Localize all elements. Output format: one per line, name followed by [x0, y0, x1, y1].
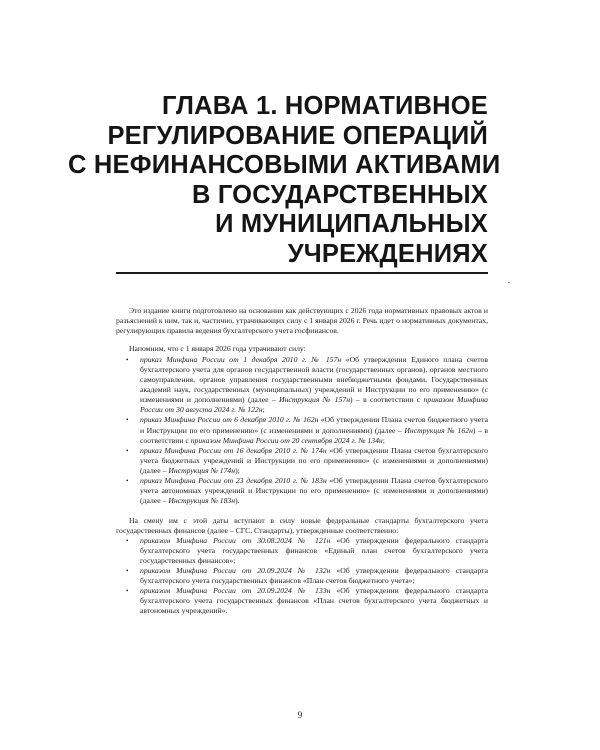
- scan-speck: [508, 282, 510, 283]
- document-reference: приказ Минфина России от 23 декабря 2010 г. № 183н: [140, 475, 327, 485]
- list-item: [126, 566, 488, 586]
- title-line: УЧРЕЖДЕНИЯХ: [287, 239, 488, 268]
- document-reference: Инструкция № 162н: [404, 425, 473, 435]
- document-reference: Инструкция № 183н: [168, 495, 236, 505]
- item-text: ).: [235, 495, 240, 505]
- document-reference: приказом Минфина России от 30.08.2024 № 121н: [140, 535, 331, 545]
- title-line: ГЛАВА 1. НОРМАТИВНОЕ: [161, 92, 488, 120]
- document-reference: Инструкция № 157н: [279, 395, 351, 405]
- document-reference: приказ Минфина России от 16 декабря 2010 г. № 174н: [140, 445, 327, 455]
- item-text: ) – в соответствии с: [350, 395, 424, 405]
- page-number: 9: [297, 710, 303, 720]
- title-divider: [116, 272, 488, 274]
- title-line: В ГОСУДАРСТВЕННЫХ: [191, 180, 488, 209]
- document-reference: приказом Минфина России от 30 августа 2024 г. № 122н: [140, 395, 489, 415]
- lost-force-intro: Напомним, что с 1 января 2026 года утрачивают силу:: [129, 344, 306, 354]
- new-standards-list: [116, 536, 488, 616]
- lost-force-list: [116, 355, 488, 506]
- bullet-icon: •: [126, 446, 129, 455]
- title-line: И МУНИЦИПАЛЬНЫХ: [215, 210, 488, 238]
- title-line: С НЕФИНАНСОВЫМИ АКТИВАМИ: [68, 151, 501, 179]
- item-text: «Об утверждении федерального стандарта бухгалтерского учета государственных финансов «Единый план счетов бухгалтерского учета государственных финансов»;: [140, 535, 488, 566]
- item-text: «Об утверждении Плана счетов бюджетного учета и Инструкции по его применению» (с изменениями и дополнениями) (далее –: [140, 415, 488, 435]
- list-item: [126, 355, 489, 415]
- chapter-title: [68, 92, 501, 269]
- document-reference: приказом Минфина России от 20.09.2024 № 132н: [140, 566, 331, 576]
- list-item: [126, 475, 488, 506]
- bullet-icon: •: [126, 356, 129, 365]
- list-item: [126, 415, 489, 445]
- document-reference: Инструкция № 174н: [168, 465, 236, 475]
- bullet-icon: •: [126, 536, 129, 545]
- list-item: [126, 445, 488, 476]
- item-text: «Об утверждении федерального стандарта бухгалтерского учета государственных финансов «План счетов бухгалтерского учета бюджетных и автономных учреждений».: [140, 586, 488, 616]
- item-text: ) – в соответствии с: [140, 425, 489, 445]
- item-text: «Об утверждении Плана счетов бухгалтерского учета бюджетных учреждений и Инструкции по его применению» (с изменениями и дополнениями) (далее –: [140, 445, 488, 475]
- intro-paragraph: Это издание книги подготовлено на основании как действующих с 2026 года нормативных правовых актов и разъяснений к ним, так и, частично, утрачивающих силу с 1 января 2026 г. Речь идет о нормативных документах, регулирующих правила ведения бухгалтерского учета госфинансов.: [116, 306, 488, 336]
- item-text: «Об утверждении Единого плана счетов бухгалтерского учета для органов государственной власти (государственных органов), органов местного самоуправления, органов управления государственными внебюджетными фондами, Государственных академий наук, государственных (муниципальных) учреждений и Инструкции по его применению» (с изменениями и дополнениями) (далее –: [140, 355, 488, 405]
- bullet-icon: •: [126, 416, 129, 425]
- title-line: РЕГУЛИРОВАНИЕ ОПЕРАЦИЙ: [107, 121, 488, 150]
- item-text: «Об утверждении федерального стандарта бухгалтерского учета государственных финансов «План счетов бюджетного учета»;: [140, 566, 488, 586]
- item-text: );: [235, 465, 240, 475]
- list-item: [126, 535, 488, 566]
- item-text: «Об утверждении Плана счетов бухгалтерского учета автономных учреждений и Инструкции по его применению» (с изменениями и дополнениями) (далее –: [140, 475, 488, 505]
- list-item: [126, 586, 488, 616]
- body-text: [116, 306, 488, 616]
- document-reference: приказ Минфина России от 1 декабря 2010 г. № 157н: [140, 355, 342, 365]
- new-standards-intro: На смену им с этой даты вступают в силу новые федеральные стандарты бухгалтерского учета государственных финансов (далее – СГС, Стандарты), утвержденные соответственно:: [116, 515, 488, 535]
- item-text: ;: [382, 435, 385, 445]
- item-text: ;: [262, 405, 265, 415]
- document-reference: приказом Минфина России от 20.09.2024 № 133н: [140, 586, 331, 596]
- bullet-icon: •: [126, 587, 129, 596]
- document-reference: приказом Минфина России от 20 сентября 2024 г. № 134н: [190, 435, 383, 445]
- bullet-icon: •: [126, 476, 129, 485]
- document-reference: приказ Минфина России от 6 декабря 2010 г. № 162н: [140, 415, 319, 425]
- bullet-icon: •: [126, 567, 129, 576]
